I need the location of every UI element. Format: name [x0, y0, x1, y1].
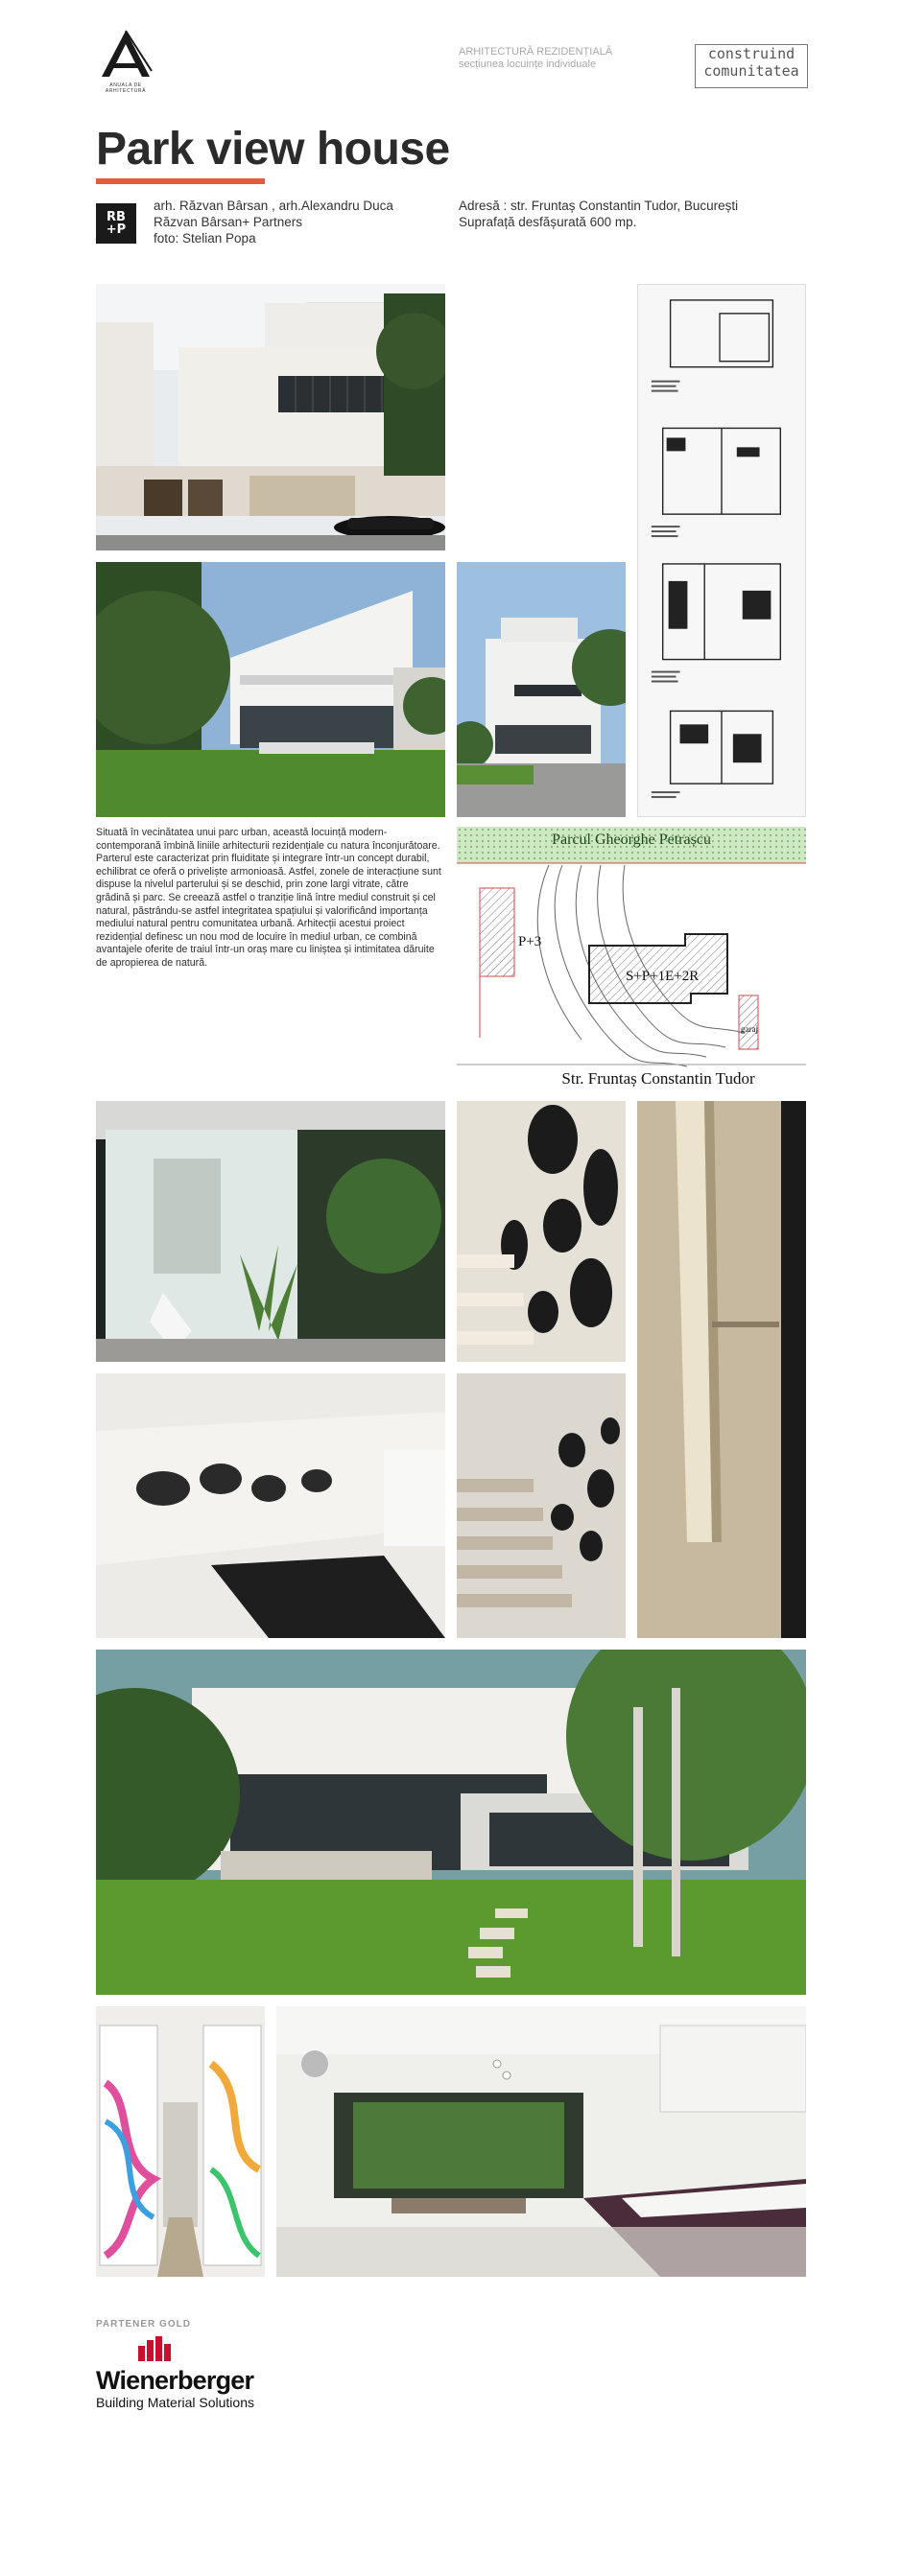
project-info	[459, 198, 738, 230]
wienerberger-mark-icon	[136, 2336, 175, 2361]
street-label: Str. Fruntaș Constantin Tudor	[561, 1069, 755, 1088]
address: Adresă : str. Fruntaș Constantin Tudor, București	[459, 199, 739, 213]
garden-photo	[96, 1650, 806, 1995]
street-facade-photo	[96, 284, 445, 550]
sponsor-name: Wienerberger	[96, 2366, 254, 2395]
studio-mark-top: RB	[107, 210, 126, 224]
title-underline	[96, 178, 265, 184]
photo-credit: foto: Stelian Popa	[154, 231, 256, 246]
partner-label: PARTENER GOLD	[96, 2319, 191, 2330]
floor-plans	[637, 284, 806, 817]
architecture-a-icon	[96, 29, 155, 81]
park-label: Parcul Gheorghe Petrașcu	[552, 831, 711, 848]
house-label: S+P+1E+2R	[626, 969, 700, 984]
category-line: ARHITECTURĂ REZIDENȚIALĂ	[459, 46, 613, 58]
partner-logo-line: construind	[707, 45, 795, 62]
living-room-window-photo	[96, 1101, 445, 1362]
partner-logo-line: comunitatea	[703, 62, 799, 80]
stair-screen-detail-photo	[457, 1101, 626, 1362]
staircase-photo	[457, 1373, 626, 1638]
category-label	[459, 46, 612, 71]
studio-name: Răzvan Bârsan+ Partners	[154, 215, 302, 229]
corridor-photo	[96, 2006, 265, 2277]
wienerberger-logo	[96, 2336, 278, 2413]
garden-facade-photo	[96, 562, 445, 817]
kitchen-photo	[276, 2006, 806, 2277]
category-subline: secțiunea locuințe individuale	[459, 59, 597, 70]
area: Suprafață desfășurată 600 mp.	[459, 215, 637, 229]
annual-logo	[96, 29, 155, 92]
side-view-photo	[457, 562, 626, 817]
architects: arh. Răzvan Bârsan , arh.Alexandru Duca	[154, 199, 393, 213]
site-plan	[457, 827, 806, 1088]
studio-mark	[96, 203, 136, 244]
handrail-detail-photo	[637, 1101, 806, 1638]
page-title: Park view house	[96, 124, 450, 175]
project-description: Situată în vecinătatea unui parc urban, această locuință modern-contemporană îmbină liniile arhitecturii rezidențiale cu natura înconjurătoare. Parterul este caracterizat prin fluiditate și integrare într-un concept durabil, echilibrat ce oferă o priveliște armonioasă. Astfel, zonele de interacțiune sunt dispuse la nivelul parterului și se deschid, prin zone largi vitrate, către grădină și parc. Se creează astfel o tranziție lină între mediul construit și cel natural, păstrându-se astfel integritatea spațiului și valorificând importanța mediului natural pentru comunitatea urbană. Arhitecții acestui proiect rezidențial definesc un nou mod de locuire în mediul urban, ce combină avantajele oferite de traiul într-un oraș mare cu liniștea și intimitatea dăruite de apropierea de natură.	[96, 827, 441, 969]
credits	[154, 198, 393, 246]
stairwell-photo	[96, 1373, 445, 1638]
logo-caption: ANUALA DE ARHITECTURĂ	[105, 82, 147, 94]
neighbor-label: P+3	[518, 934, 542, 949]
sponsor-tagline: Building Material Solutions	[96, 2395, 254, 2410]
garage-label: garaj	[741, 1024, 758, 1034]
construind-comunitatea-logo	[695, 44, 808, 88]
studio-mark-bottom: +P	[106, 222, 127, 237]
